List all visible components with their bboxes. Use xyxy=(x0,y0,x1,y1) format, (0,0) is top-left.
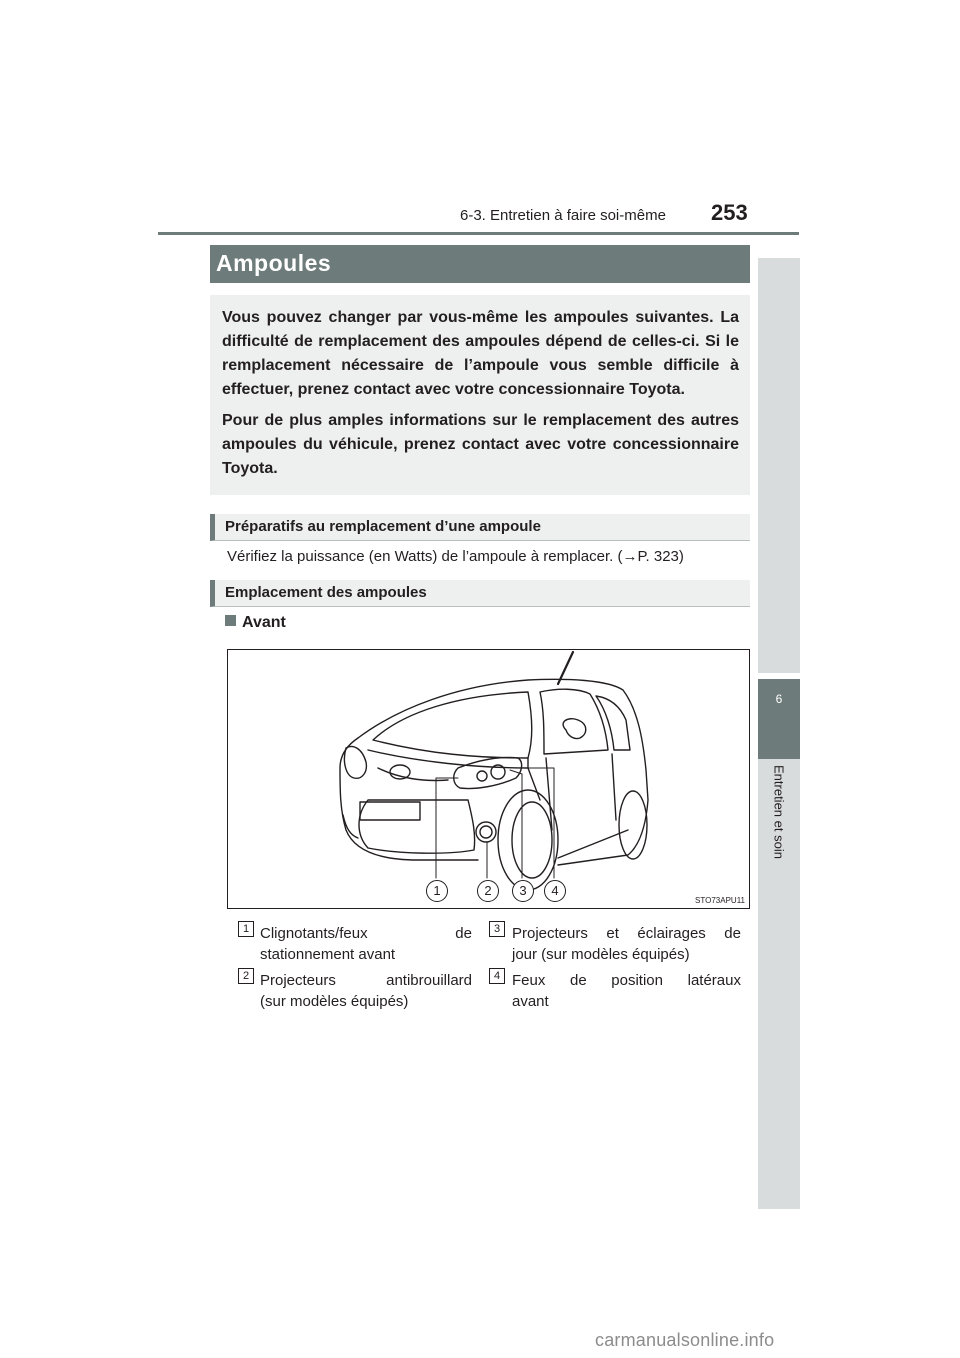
figure-code: STO73APU11 xyxy=(695,896,745,905)
legend-item-1-line1: Clignotants/feux de xyxy=(260,925,472,942)
section-title: Préparatifs au remplacement d’une ampoule xyxy=(225,518,541,535)
legend-item-2-line1: Projecteurs antibrouillard xyxy=(260,972,472,989)
section-header-location xyxy=(210,580,750,607)
intro-box xyxy=(210,295,750,495)
legend-item-4-line1: Feux de position latéraux xyxy=(512,972,741,989)
callout-4: 4 xyxy=(544,880,566,902)
section-title: Emplacement des ampoules xyxy=(225,584,427,601)
section-header-preparation xyxy=(210,514,750,541)
page-number: 253 xyxy=(711,200,748,225)
subheading-front-text: Avant xyxy=(242,614,286,631)
chapter-title-tab xyxy=(758,759,800,919)
car-front-illustration xyxy=(227,649,750,909)
callout-3: 3 xyxy=(512,880,534,902)
legend-number-1: 1 xyxy=(238,921,254,937)
intro-paragraph-1: Vous pouvez changer par vous-même les ampoules suivantes. La difficulté de remplacement des ampoules dépend de celles-ci. Si le remplacement nécessaire de l’ampoule vous semble difficile à effectuer, prenez contact avec votre concessionnaire Toyota. xyxy=(222,309,739,398)
intro-paragraph-2: Pour de plus amples informations sur le remplacement des autres ampoules du véhicule, prenez contact avec votre concessionnaire Toyota. xyxy=(222,412,739,477)
legend-item-4-line2: avant xyxy=(512,993,549,1010)
car-drawing xyxy=(228,650,749,908)
side-tab-top xyxy=(758,258,800,673)
legend-number-4: 4 xyxy=(489,968,505,984)
legend-item-1-line2: stationnement avant xyxy=(260,946,396,963)
callout-1: 1 xyxy=(426,880,448,902)
page-title-bar xyxy=(210,245,750,283)
legend-number-3: 3 xyxy=(489,921,505,937)
side-tab-bottom xyxy=(758,919,800,1209)
header-rule xyxy=(158,232,799,235)
chapter-title: Entretien et soin xyxy=(771,765,787,859)
legend-number-2: 2 xyxy=(238,968,254,984)
subheading-front xyxy=(225,614,286,632)
legend-item-3-line2: jour (sur modèles équipés) xyxy=(512,946,690,963)
section-label: 6-3. Entretien à faire soi-même xyxy=(460,207,666,224)
square-bullet-icon xyxy=(225,615,236,626)
legend-item-3-line1: Projecteurs et éclairages de xyxy=(512,925,741,942)
page-title: Ampoules xyxy=(216,250,332,276)
callout-2: 2 xyxy=(477,880,499,902)
verify-wattage-text: Vérifiez la puissance (en Watts) de l’ampoule à remplacer. (→P. 323) xyxy=(227,548,684,565)
chapter-number-tab: 6 xyxy=(758,679,800,759)
legend-item-2-line2: (sur modèles équipés) xyxy=(260,993,409,1010)
watermark: carmanualsonline.info xyxy=(595,1330,775,1350)
